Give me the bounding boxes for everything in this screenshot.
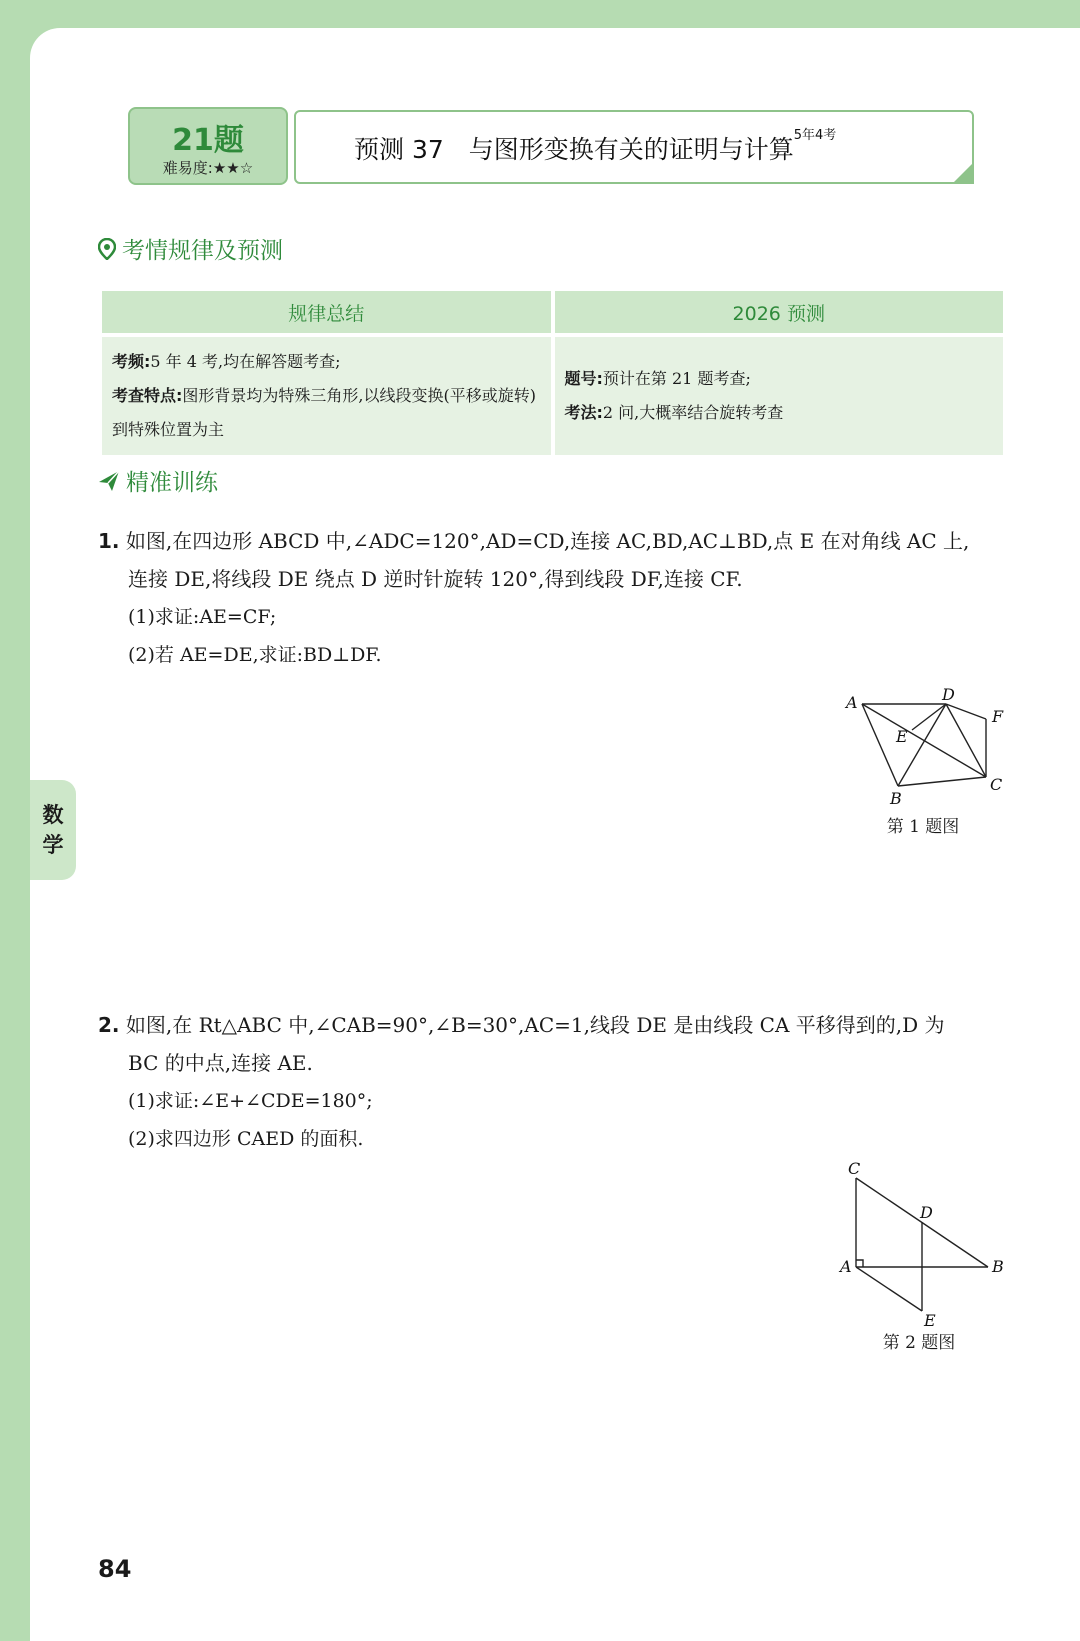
page-number: 84 [98, 1555, 132, 1583]
section-heading-text: 精准训练 [126, 470, 218, 496]
table-header-forecast: 2026 预测 [555, 291, 1004, 333]
section-heading-text: 考情规律及预测 [122, 238, 283, 264]
segment-df [946, 704, 986, 719]
table-cell-forecast [555, 337, 1004, 455]
trend-table [98, 287, 1007, 459]
label-d: D [942, 685, 955, 704]
qnum-label: 题号: [564, 369, 603, 388]
subject-tab-line2: 学 [42, 833, 64, 857]
question-part-2: (2)若 AE=DE,求证:BD⊥DF. [128, 644, 382, 666]
feature-text: 图形背景均为特殊三角形,以线段变换(平移或旋转)到特殊位置为主 [112, 386, 536, 439]
label-a: A [840, 1257, 852, 1276]
question-stem-line1: 如图,在 Rt△ABC 中,∠CAB=90°,∠B=30°,AC=1,线段 DE 是由线段 CA 平移得到的,D 为 [125, 1013, 945, 1037]
question-badge [128, 107, 288, 185]
segment-ae [856, 1267, 922, 1311]
segment-bc [898, 777, 986, 786]
question-stem-line1: 如图,在四边形 ABCD 中,∠ADC=120°,AD=CD,连接 AC,BD,AC⊥BD,点 E 在对角线 AC 上, [125, 529, 970, 553]
subject-tab-line1: 数 [42, 803, 64, 827]
label-c: C [848, 1160, 861, 1178]
section-heading-training [98, 464, 218, 498]
method-label: 考法: [564, 403, 603, 422]
label-e: E [896, 727, 908, 746]
question-part-1: (1)求证:∠E+∠CDE=180°; [128, 1090, 373, 1112]
method-text: 2 问,大概率结合旋转考查 [602, 403, 784, 422]
table-cell-summary [102, 337, 551, 455]
label-b: B [890, 789, 902, 806]
figure-1-caption: 第 1 题图 [886, 817, 960, 837]
section-heading-trend [98, 232, 283, 266]
segment-de [912, 704, 946, 730]
title-box [294, 110, 974, 184]
label-c: C [990, 775, 1003, 794]
page-title [354, 130, 836, 166]
badge-number: 21题 [172, 123, 244, 158]
difficulty-rating: 难易度:★★☆ [162, 159, 254, 177]
paper-plane-icon [98, 470, 120, 498]
question-number: 1. [98, 529, 120, 553]
label-d: D [920, 1203, 933, 1222]
title-frequency: 5年4考 [793, 128, 837, 143]
table-header-summary: 规律总结 [102, 291, 551, 333]
label-f: F [992, 707, 1004, 726]
qnum-text: 预计在第 21 题考查; [602, 369, 751, 388]
label-e: E [924, 1311, 936, 1330]
figure-2-caption: 第 2 题图 [882, 1333, 956, 1353]
subject-tab [30, 780, 76, 880]
freq-text: 5 年 4 考,均在解答题考查; [150, 352, 341, 371]
location-pin-icon [98, 238, 116, 266]
figure-1 [840, 676, 1020, 806]
freq-label: 考频: [112, 352, 151, 371]
question-stem-line2: BC 的中点,连接 AE. [128, 1051, 313, 1075]
question-1 [98, 522, 1008, 674]
label-a: A [846, 693, 858, 712]
feature-label: 考查特点: [112, 386, 183, 405]
question-2 [98, 1006, 1008, 1158]
question-number: 2. [98, 1013, 120, 1037]
segment-dc [946, 704, 986, 777]
question-stem-line2: 连接 DE,将线段 DE 绕点 D 逆时针旋转 120°,得到线段 DF,连接 CF. [128, 567, 743, 591]
right-angle-mark [856, 1260, 863, 1267]
question-part-1: (1)求证:AE=CF; [128, 606, 277, 628]
label-b: B [992, 1257, 1004, 1276]
question-part-2: (2)求四边形 CAED 的面积. [128, 1128, 364, 1150]
title-text: 预测 37 与图形变换有关的证明与计算 [354, 135, 794, 164]
figure-2 [836, 1160, 1016, 1330]
segment-ab [862, 704, 898, 786]
